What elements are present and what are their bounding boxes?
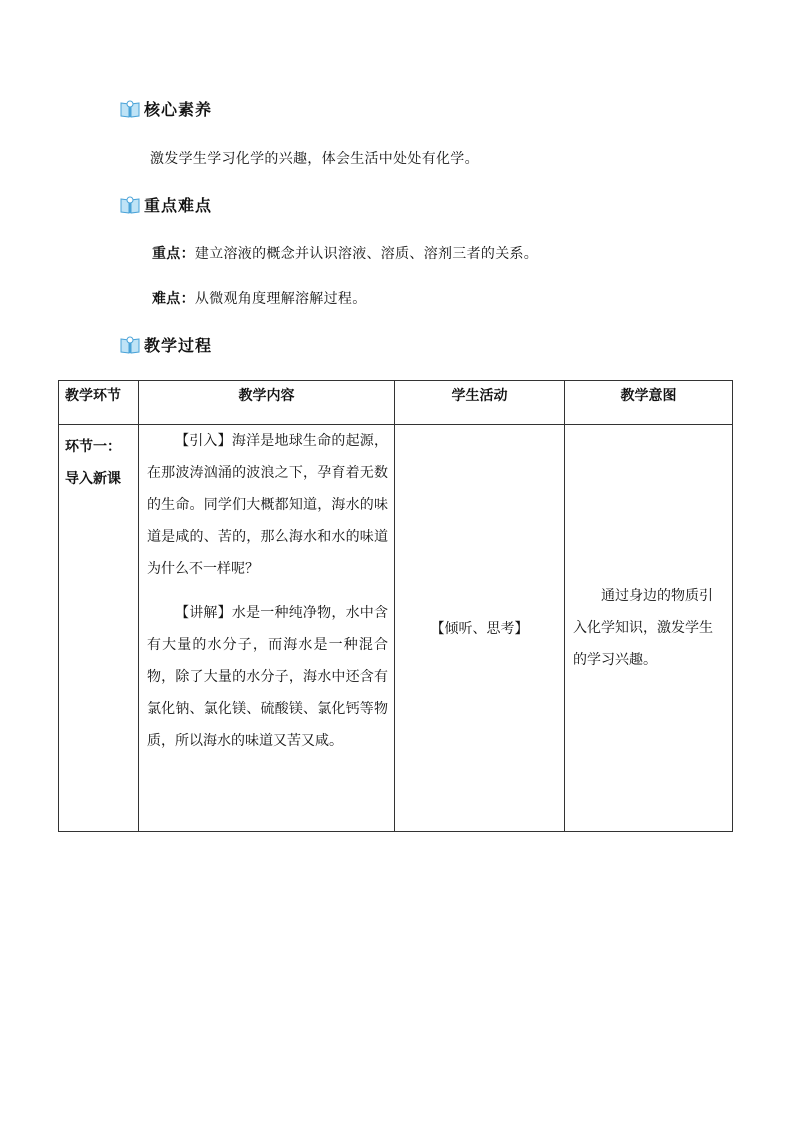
- book-icon: [120, 336, 140, 354]
- book-icon: [120, 100, 140, 118]
- stage-cell: [59, 425, 139, 832]
- section-header-key: [120, 193, 212, 216]
- difficult-point: [152, 288, 367, 308]
- difficult-text: 从微观角度理解溶解过程。: [194, 291, 367, 307]
- core-text: 激发学生学习化学的兴趣，体会生活中处处有化学。: [150, 151, 479, 167]
- activity-cell: 【倾听、思考】: [395, 425, 565, 832]
- table-row: [59, 425, 733, 832]
- content-cell: [139, 425, 395, 832]
- section-title: 重点难点: [144, 196, 213, 215]
- stage-line: 环节一：: [65, 439, 121, 455]
- section-title: 核心素养: [144, 100, 213, 119]
- header-activity: 学生活动: [395, 381, 565, 425]
- key-text: 建立溶液的概念并认识溶液、溶质、溶剂三者的关系。: [194, 246, 539, 262]
- header-intent: 教学意图: [565, 381, 733, 425]
- section-header-core: [120, 97, 212, 120]
- difficult-label: 难点：: [152, 291, 195, 307]
- intent-cell: 通过身边的物质引入化学知识，激发学生的学习兴趣。: [565, 425, 733, 832]
- table-header-row: [59, 381, 733, 425]
- content-paragraph: 【讲解】水是一种纯净物，水中含有大量的水分子，而海水是一种混合物，除了大量的水分子，海水中还含有氯化钠、氯化镁、硫酸镁、氯化钙等物质，所以海水的味道又苦又咸。: [147, 605, 388, 749]
- key-label: 重点：: [152, 246, 195, 262]
- book-icon: [120, 196, 140, 214]
- header-stage: 教学环节: [59, 381, 139, 425]
- section-title: 教学过程: [144, 336, 213, 355]
- lesson-table: [58, 380, 733, 832]
- stage-line: 导入新课: [65, 471, 121, 487]
- key-point: [152, 243, 538, 263]
- content-paragraph: 【引入】海洋是地球生命的起源，在那波涛汹涌的波浪之下，孕育着无数的生命。同学们大概都知道，海水的味道是咸的、苦的，那么海水和水的味道为什么不一样呢？: [147, 433, 388, 577]
- section-header-process: [120, 333, 212, 356]
- header-content: 教学内容: [139, 381, 395, 425]
